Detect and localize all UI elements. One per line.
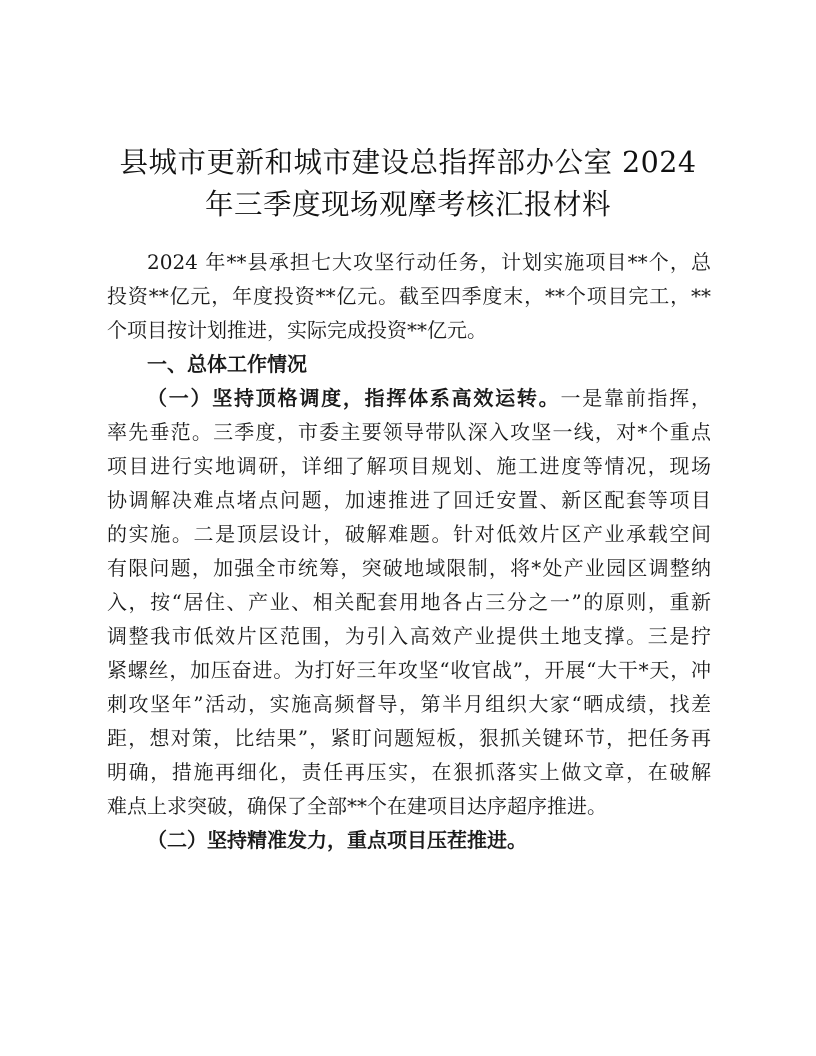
subsection-2-first-line	[107, 823, 711, 857]
subsection-1-line: 紧螺丝，加压奋进。为打好三年攻坚“收官战”，开展“大干*天，冲	[107, 658, 711, 682]
subsection-1-line: 率先垂范。三季度，市委主要领导带队深入攻坚一线，对*个重点	[107, 420, 711, 444]
subsection-1-heading: （一）坚持顶格调度，指挥体系高效运转。	[147, 386, 561, 410]
subsection-1-line: 入，按“居住、产业、相关配套用地各占三分之一”的原则，重新	[107, 590, 711, 614]
title-line-1: 县城市更新和城市建设总指挥部办公室 2024	[119, 146, 697, 179]
subsection-1-line: 难点上求突破，确保了全部**个在建项目达序超序推进。	[107, 794, 607, 818]
intro-line-3: 个项目按计划推进，实际完成投资**亿元。	[107, 318, 487, 342]
document-body	[107, 245, 711, 857]
subsection-1-first-line	[107, 381, 711, 415]
subsection-1-line: 的实施。二是顶层设计，破解难题。针对低效片区产业承载空间	[107, 522, 711, 546]
document-title	[100, 142, 716, 226]
subsection-1-line: 协调解决难点堵点问题，加速推进了回迁安置、新区配套等项目	[107, 488, 711, 512]
subsection-2-paragraph	[107, 823, 711, 857]
subsection-1-line: 调整我市低效片区范围，为引入高效产业提供土地支撑。三是拧	[107, 624, 711, 648]
subsection-2-heading: （二）坚持精准发力，重点项目压茬推进。	[147, 828, 527, 852]
subsection-1-line: 有限问题，加强全市统筹，突破地域限制，将*处产业园区调整纳	[107, 556, 711, 580]
title-line-2: 年三季度现场观摩考核汇报材料	[204, 188, 611, 221]
subsection-1-paragraph	[107, 381, 711, 823]
subsection-1-line: 项目进行实地调研，详细了解项目规划、施工进度等情况，现场	[107, 454, 711, 478]
subsection-1-line: 刺攻坚年”活动，实施高频督导，第半月组织大家“晒成绩，找差	[107, 692, 711, 716]
intro-line-1: 2024 年**县承担七大攻坚行动任务，计划实施项目**个，总	[147, 250, 711, 274]
subsection-1-line: 距，想对策，比结果”，紧盯问题短板，狠抓关键环节，把任务再	[107, 726, 711, 750]
subsection-1-line: 明确，措施再细化，责任再压实，在狠抓落实上做文章，在破解	[107, 760, 711, 784]
section-heading-overall: 一、总体工作情况	[147, 352, 307, 376]
intro-line-2: 投资**亿元，年度投资**亿元。截至四季度末，**个项目完工，**	[107, 284, 711, 308]
subsection-1-first-line-text: 一是靠前指挥，	[560, 386, 712, 410]
intro-paragraph	[107, 245, 711, 347]
